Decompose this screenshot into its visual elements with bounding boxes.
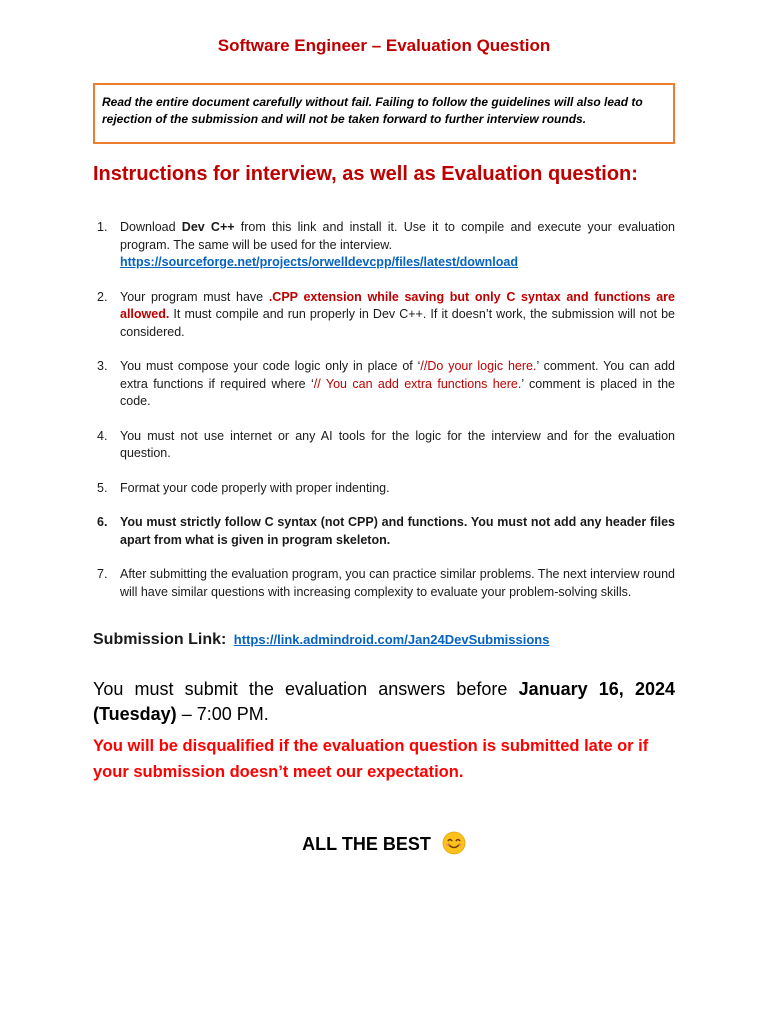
submission-label: Submission Link: [93, 631, 227, 648]
item-highlight-text: .CPP extension while saving but only C syntax and functions are allowed. [120, 289, 675, 321]
item-number: 6. [97, 515, 108, 529]
item-number: 5. [97, 480, 108, 495]
list-item [93, 219, 675, 272]
item-text: ’ comment is placed in the code. [120, 376, 675, 408]
item-text: You must not use internet or any AI tools for the logic for the interview and for the evaluation question. [120, 428, 675, 460]
item-text: Format your code properly with proper indenting. [120, 480, 390, 495]
submission-line [93, 629, 675, 651]
instructions-list [93, 219, 675, 601]
item-number: 4. [97, 428, 108, 443]
item-text: You must compose your code logic only in place of ‘ [120, 359, 421, 373]
list-item [93, 566, 675, 601]
item-number: 7. [97, 567, 108, 581]
warning-text: Read the entire document carefully without fail. Failing to follow the guidelines will also lead to rejection of the submission and will not be taken forward to further interview rounds. [102, 95, 643, 126]
item-number: 2. [97, 289, 108, 304]
disqualification-warning: You will be disqualified if the evaluation question is submitted late or if your submission doesn’t meet our expectation. [93, 737, 649, 781]
deadline-text [93, 677, 675, 727]
item-text: Download [120, 220, 182, 234]
list-item [93, 480, 675, 498]
list-item [93, 428, 675, 463]
list-item [93, 289, 675, 342]
item-text: It must compile and run properly in Dev C++. If it doesn’t work, the submission will not be considered. [120, 307, 675, 339]
list-item [93, 514, 675, 549]
deadline-date: January 16, 2024 (Tuesday) [93, 679, 675, 724]
item-text: from this link and install it. Use it to compile and execute your evaluation program. The same will be used for the interview. [120, 220, 675, 252]
list-item [93, 358, 675, 411]
item-highlight-text: //Do your logic here. [420, 359, 537, 373]
deadline-text-part: You must submit the evaluation answers before [93, 679, 519, 699]
submission-link[interactable]: https://link.admindroid.com/Jan24DevSubmissions [233, 632, 550, 647]
smiley-face-icon [442, 831, 466, 855]
devcpp-download-link[interactable]: https://sourceforge.net/projects/orwelldevcpp/files/latest/download [120, 255, 518, 269]
item-number: 3. [97, 359, 108, 373]
item-text: After submitting the evaluation program, you can practice similar problems. The next interview round will have similar questions with increasing complexity to evaluate your problem-solving skills. [120, 567, 675, 599]
warning-box [93, 83, 675, 144]
closing-text: ALL THE BEST [302, 834, 431, 854]
item-text: You must strictly follow C syntax (not CPP) and functions. You must not add any header files apart from what is given in program skeleton. [120, 515, 675, 547]
item-bold-text: Dev C++ [181, 220, 235, 234]
item-number: 1. [97, 220, 108, 234]
item-text: Your program must have [120, 289, 269, 304]
item-highlight-text: // You can add extra functions here. [313, 376, 522, 391]
instructions-heading: Instructions for interview, as well as Evaluation question: [93, 163, 638, 185]
deadline-time: – 7:00 PM. [176, 704, 269, 724]
page-title: Software Engineer – Evaluation Question [217, 36, 551, 55]
closing-line [93, 831, 675, 856]
item-text: ’ comment. You can add extra functions if required where ‘ [120, 359, 675, 391]
